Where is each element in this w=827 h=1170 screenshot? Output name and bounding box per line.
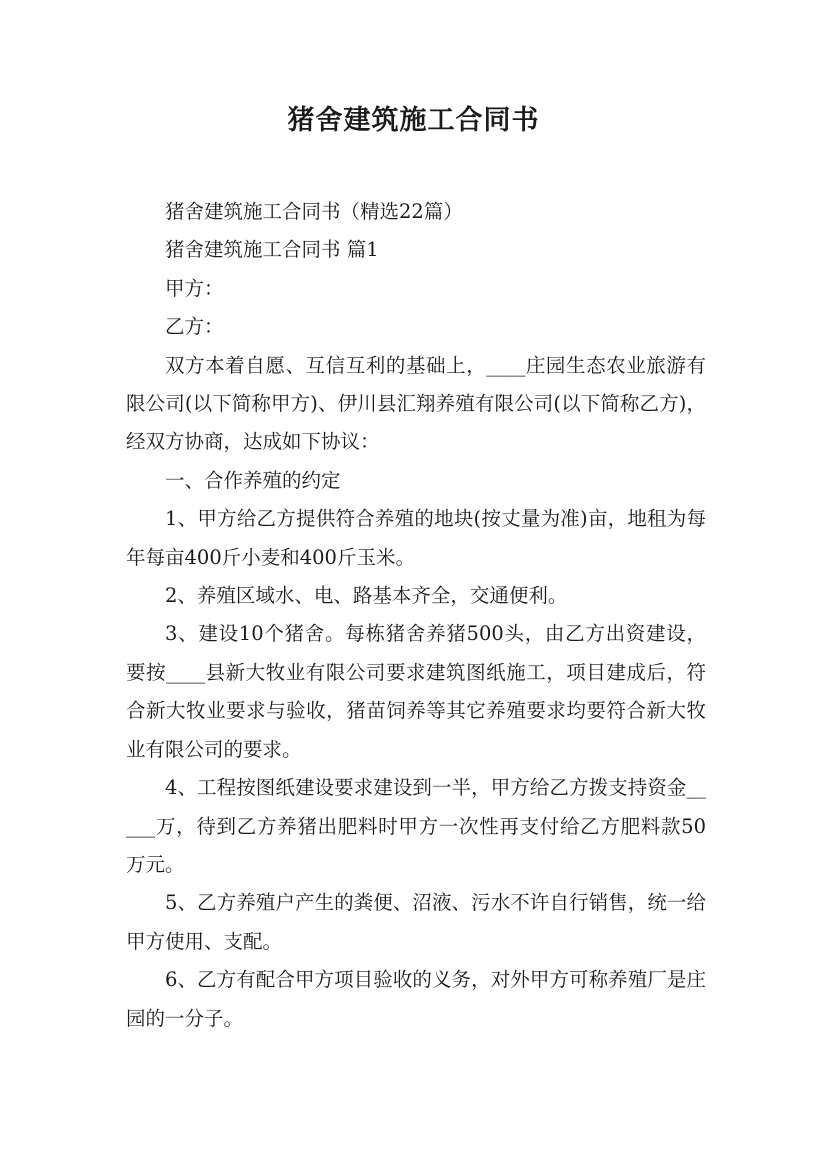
- document-title: 猪舍建筑施工合同书: [287, 105, 540, 136]
- paragraph-clause-3: 3、建设10个猪舍。每栋猪舍养猪500头，由乙方出资建设，要按____县新大牧业有限公司要求建筑图纸施工，项目建成后，符合新大牧业要求与验收，猪苗饲养等其它养殖要求均要符合新大牧业有限公司的要求。: [126, 622, 706, 761]
- paragraph-party-a: 甲方：: [165, 276, 224, 300]
- paragraph-subtitle: 猪舍建筑施工合同书（精选22篇）: [165, 200, 463, 223]
- paragraph-party-b: 乙方：: [165, 315, 224, 339]
- paragraph-clause-4: 4、工程按图纸建设要求建设到一半，甲方给乙方拨支持资金_____万，待到乙方养猪出肥料时甲方一次性再支付给乙方肥料款50万元。: [126, 776, 706, 876]
- paragraph-clause-1: 1、甲方给乙方提供符合养殖的地块(按丈量为准)亩，地租为每年每亩400斤小麦和400斤玉米。: [126, 507, 706, 569]
- paragraph-clause-5: 5、乙方养殖户产生的粪便、沼液、污水不许自行销售，统一给甲方使用、支配。: [126, 891, 706, 953]
- paragraph-clause-6: 6、乙方有配合甲方项目验收的义务，对外甲方可称养殖厂是庄园的一分子。: [126, 968, 706, 1030]
- paragraph-clause-heading: 一、合作养殖的约定: [165, 468, 341, 492]
- document-body: [126, 193, 706, 1038]
- paragraph-clause-2: 2、养殖区域水、电、路基本齐全，交通便利。: [165, 584, 568, 608]
- paragraph-section-heading: 猪舍建筑施工合同书 篇1: [165, 238, 379, 262]
- paragraph-preamble: 双方本着自愿、互信互利的基础上，____庄园生态农业旅游有限公司(以下简称甲方)、伊川县汇翔养殖有限公司(以下简称乙方)，经双方协商，达成如下协议：: [126, 353, 706, 454]
